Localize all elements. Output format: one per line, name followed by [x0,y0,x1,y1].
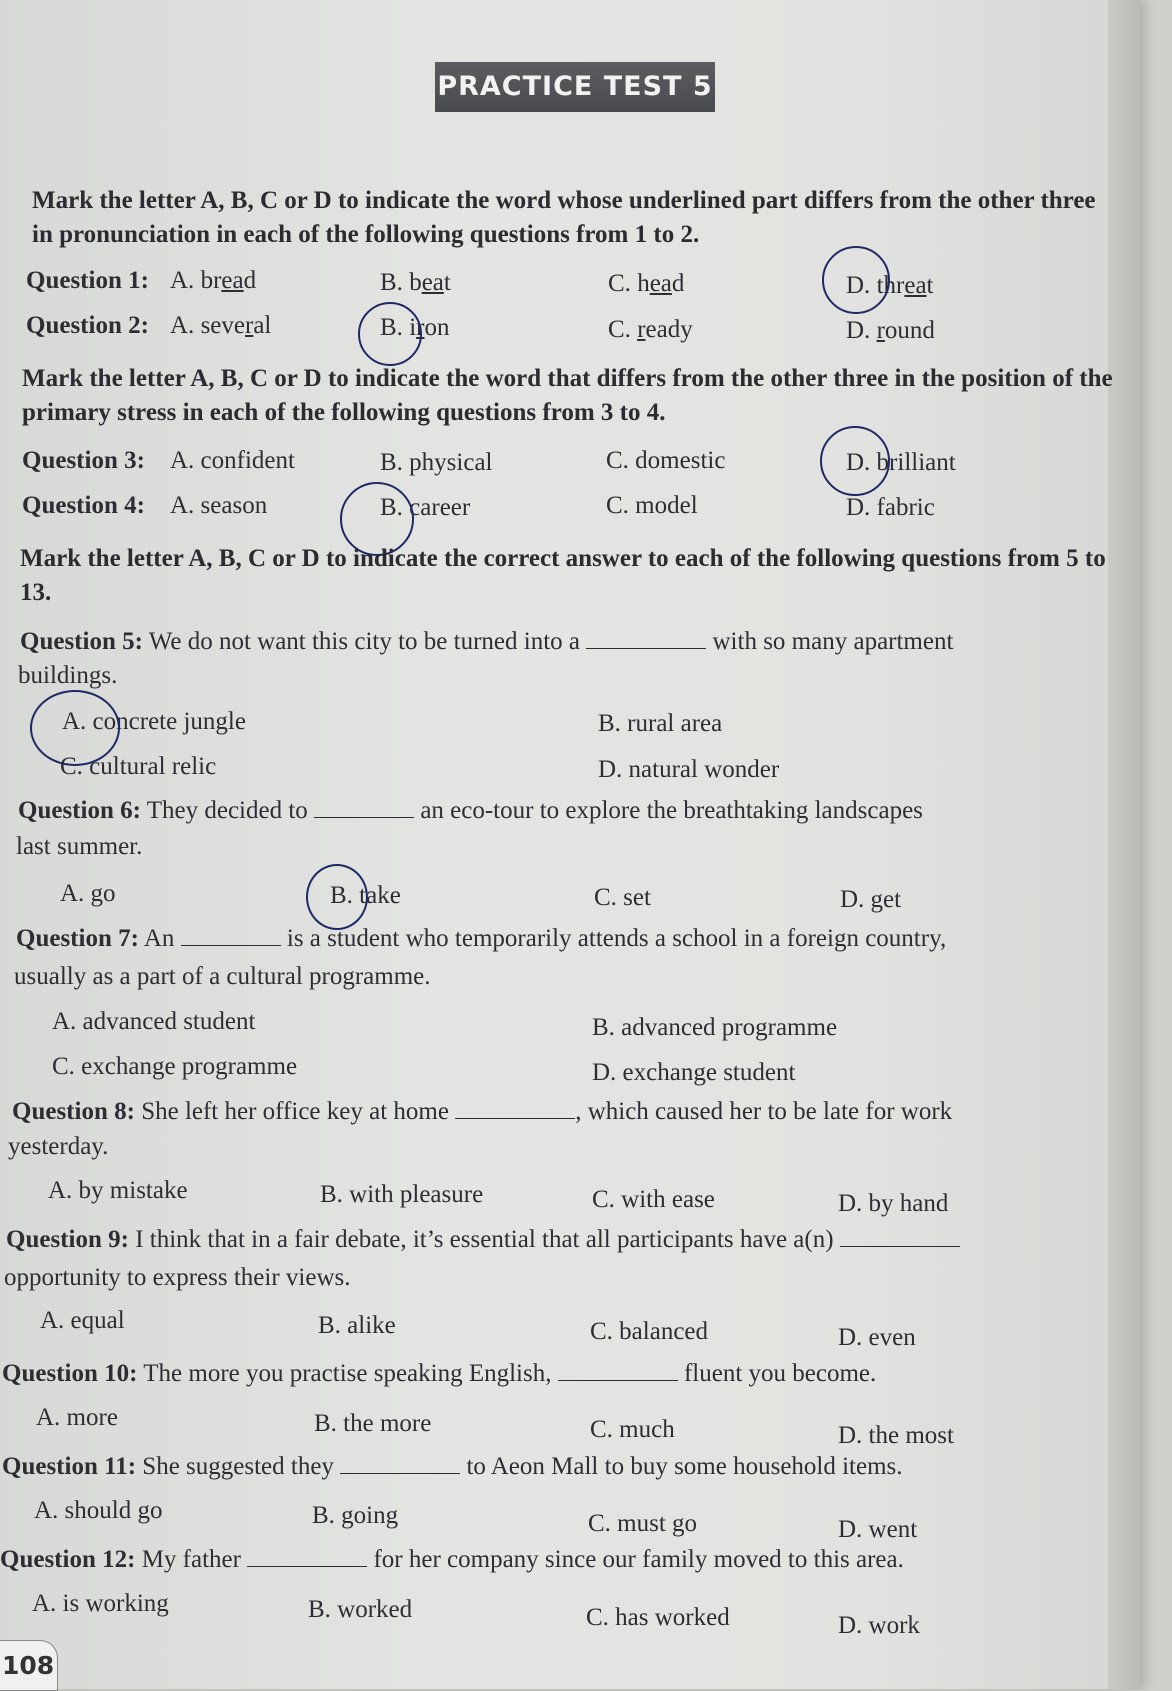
option-a[interactable]: A. go [60,880,116,907]
answer-blank[interactable] [314,797,414,818]
option-a[interactable]: A. concrete jungle [62,708,246,735]
option-c[interactable]: C. head [608,270,685,297]
option-b[interactable]: B. worked [308,1596,413,1623]
option-b[interactable]: B. beat [380,269,451,296]
option-d[interactable]: D. by hand [838,1190,949,1217]
option-a[interactable]: A. should go [34,1497,163,1524]
option-c[interactable]: C. must go [588,1510,698,1537]
question-label: Question 4: [22,492,145,519]
page-number: 108 [0,1640,58,1691]
option-c[interactable]: C. cultural relic [60,753,217,780]
question-stem-continued: last summer. [16,833,143,860]
option-d[interactable]: D. work [838,1612,920,1639]
option-b[interactable]: B. the more [314,1410,432,1437]
option-a[interactable]: A. by mistake [48,1177,188,1204]
option-b[interactable]: B. advanced programme [592,1014,838,1041]
option-b[interactable]: B. going [312,1502,399,1529]
option-a[interactable]: A. equal [40,1307,125,1334]
question-stem: Question 7: An is a student who temporarily attends a school in a foreign country, [16,925,947,952]
option-a[interactable]: A. several [170,312,272,339]
option-d[interactable]: D. brilliant [846,449,956,476]
question-label: Question 3: [22,447,145,474]
question-stem: Question 10: The more you practise speaking English, fluent you become. [2,1360,877,1387]
page-title: PRACTICE TEST 5 [435,62,715,112]
option-a[interactable]: A. advanced student [52,1008,256,1035]
instruction-correct-answer: Mark the letter A, B, C or D to indicate the correct answer to each of the following questions from 5 to 13. [20,545,1106,606]
option-d[interactable]: D. threat [846,272,934,299]
question-label: Question 1: [26,267,149,294]
question-stem: Question 12: My father for her company since our family moved to this area. [0,1546,904,1573]
answer-blank[interactable] [840,1226,960,1247]
option-d[interactable]: D. fabric [846,494,935,521]
option-b[interactable]: B. career [380,494,471,521]
option-d[interactable]: D. get [840,886,902,913]
option-c[interactable]: C. model [606,492,698,519]
option-a[interactable]: A. is working [32,1590,169,1617]
question-stem: Question 8: She left her office key at home , which caused her to be late for work [12,1098,953,1125]
option-b[interactable]: B. iron [380,314,450,341]
option-a[interactable]: A. season [170,492,268,519]
option-b[interactable]: B. with pleasure [320,1181,484,1208]
question-label: Question 2: [26,312,149,339]
option-c[interactable]: C. domestic [606,447,726,474]
option-d[interactable]: D. the most [838,1422,954,1449]
option-c[interactable]: C. with ease [592,1186,715,1213]
option-d[interactable]: D. even [838,1324,916,1351]
question-stem: Question 5: We do not want this city to be turned into a with so many apartment [20,628,954,655]
option-c[interactable]: C. has worked [586,1604,730,1631]
option-c[interactable]: C. balanced [590,1318,709,1345]
answer-blank[interactable] [247,1546,367,1567]
answer-blank[interactable] [340,1453,460,1474]
option-a[interactable]: A. bread [170,267,257,294]
option-b[interactable]: B. physical [380,449,493,476]
option-b[interactable]: B. alike [318,1312,396,1339]
question-stem-continued: opportunity to express their views. [4,1264,351,1291]
option-c[interactable]: C. much [590,1416,675,1443]
option-d[interactable]: D. exchange student [592,1059,796,1086]
option-c[interactable]: C. set [594,884,651,911]
option-c[interactable]: C. ready [608,316,693,343]
instruction-stress: Mark the letter A, B, C or D to indicate the word that differs from the other three in the position of the primary stress in each of the following questions from 3 to 4. [22,365,1113,426]
option-b[interactable]: B. take [330,882,401,909]
instruction-pronunciation: Mark the letter A, B, C or D to indicate the word whose underlined part differs from the other three in pronunciation in each of the following questions from 1 to 2. [32,187,1096,248]
page-edge [1108,0,1140,1689]
option-c[interactable]: C. exchange programme [52,1053,298,1080]
answer-blank[interactable] [455,1098,575,1119]
option-d[interactable]: D. natural wonder [598,756,780,783]
option-d[interactable]: D. went [838,1516,918,1543]
option-b[interactable]: B. rural area [598,710,723,737]
option-a[interactable]: A. more [36,1404,118,1431]
option-a[interactable]: A. confident [170,447,295,474]
question-stem-continued: usually as a part of a cultural programme. [14,963,431,990]
question-stem: Question 6: They decided to an eco-tour to explore the breathtaking landscapes [18,797,923,824]
question-stem-continued: buildings. [18,662,118,689]
answer-blank[interactable] [586,628,706,649]
question-stem-continued: yesterday. [8,1133,109,1160]
question-stem: Question 9: I think that in a fair debate, it’s essential that all participants have a(n) [6,1226,960,1254]
answer-blank[interactable] [558,1360,678,1381]
question-stem: Question 11: She suggested they to Aeon Mall to buy some household items. [2,1453,903,1480]
answer-blank[interactable] [181,925,281,946]
option-d[interactable]: D. round [846,317,935,344]
